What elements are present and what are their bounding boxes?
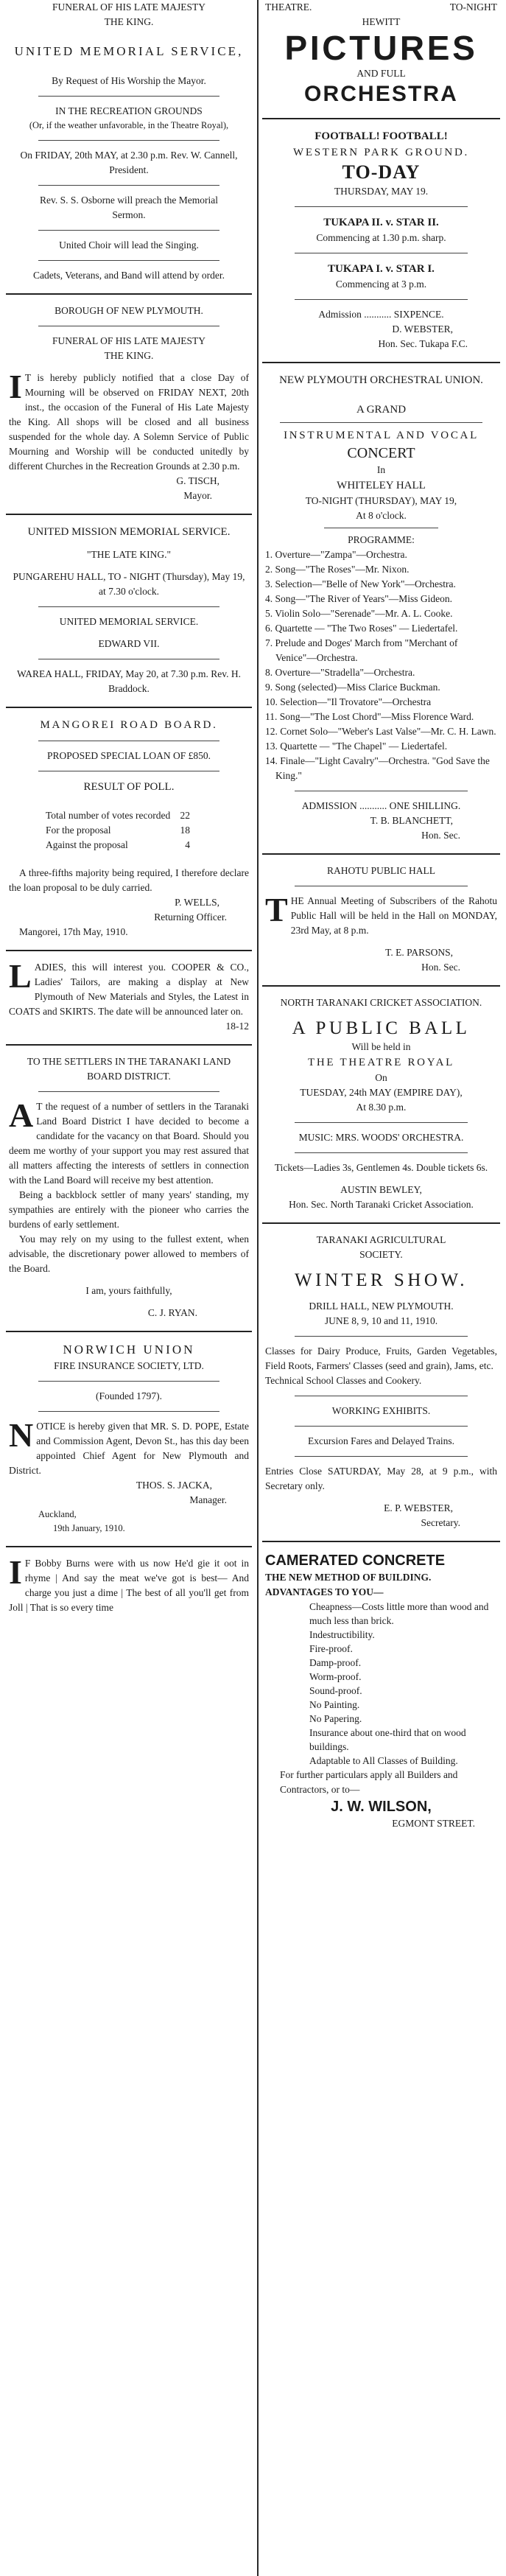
agri-classes: Classes for Dairy Produce, Fruits, Garden Vegetables, Field Roots, Farmers' Classes (seed and grain), Jams, etc. bbox=[265, 1345, 497, 1371]
divider bbox=[295, 1122, 468, 1123]
programme-item: 9. Song (selected)—Miss Clarice Buckman. bbox=[265, 682, 440, 693]
drop-cap: I bbox=[9, 368, 22, 405]
borough-notice-ad bbox=[6, 295, 252, 515]
football-sign-title: Hon. Sec. Tukapa F.C. bbox=[378, 338, 468, 349]
programme-item: 13. Quartette — "The Chapel" — Liedertafel. bbox=[265, 741, 448, 752]
rahotu-sign-title: Hon. Sec. bbox=[421, 962, 460, 973]
camerated-concrete-ad bbox=[262, 1542, 500, 1841]
mission-subtitle: "THE LATE KING." bbox=[86, 549, 172, 560]
orchestral-time: At 8 o'clock. bbox=[356, 510, 407, 521]
feature-item: Insurance about one-third that on wood buildings. bbox=[309, 1727, 466, 1752]
ladies-body-text: ADIES, this will interest you. COOPER & CO., Ladies' Tailors, are making a display at New Plymouth of New Materials and Styles, the Latest in COATS and SKIRTS. The date will be announced later on. bbox=[9, 962, 249, 1017]
ladies-tailors-ad bbox=[6, 951, 252, 1046]
divider bbox=[38, 260, 219, 261]
football-sign-name: D. WEBSTER, bbox=[392, 323, 453, 335]
programme-item: 12. Cornet Solo—"Weber's Last Valse"—Mr. C. H. Lawn. bbox=[265, 726, 496, 737]
agri-entries: Entries Close SATURDAY, May 28, at 9 p.m., with Secretary only. bbox=[265, 1466, 497, 1491]
feature-item: Worm-proof. bbox=[309, 1671, 362, 1682]
agri-title: TARANAKI AGRICULTURAL SOCIETY. bbox=[316, 1234, 446, 1260]
left-column bbox=[0, 0, 256, 1625]
settlers-title: TO THE SETTLERS IN THE TARANAKI LAND BOARD DISTRICT. bbox=[27, 1056, 231, 1082]
mangorei-title: MANGOREI ROAD BOARD. bbox=[40, 719, 218, 731]
divider bbox=[38, 230, 219, 231]
theatre-and-full: AND FULL bbox=[356, 68, 406, 79]
feature-item: Damp-proof. bbox=[309, 1657, 362, 1668]
mission-warea: WAREA HALL, FRIDAY, May 20, at 7.30 p.m. Rev. H. Braddock. bbox=[16, 668, 241, 694]
agri-hall: DRILL HALL, NEW PLYMOUTH. bbox=[309, 1301, 454, 1312]
football-match-2: TUKAPA I. v. STAR I. bbox=[328, 263, 435, 275]
concrete-further: For further particulars apply all Builders and Contractors, or to— bbox=[280, 1769, 458, 1795]
funeral-title-1: FUNERAL OF HIS LATE MAJESTY bbox=[52, 1, 205, 13]
rahotu-sign-name: T. E. PARSONS, bbox=[385, 947, 453, 958]
divider bbox=[280, 422, 482, 423]
settlers-sign: C. J. RYAN. bbox=[147, 1307, 197, 1318]
settlers-ad bbox=[6, 1046, 252, 1332]
drop-cap: N bbox=[9, 1416, 34, 1454]
concrete-adv: ADVANTAGES TO YOU— bbox=[265, 1586, 384, 1597]
cricket-public-ball: A PUBLIC BALL bbox=[292, 1018, 471, 1038]
norwich-union-ad bbox=[6, 1332, 252, 1547]
cricket-sign-title: Hon. Sec. North Taranaki Cricket Association. bbox=[289, 1199, 474, 1210]
mission-edward: EDWARD VII. bbox=[98, 638, 160, 649]
drop-cap: A bbox=[9, 1096, 34, 1134]
cricket-sign-name: AUSTIN BEWLEY, bbox=[340, 1184, 422, 1195]
cricket-on: On bbox=[375, 1072, 387, 1083]
borough-subtitle-2: THE KING. bbox=[104, 350, 154, 361]
football-today: TO-DAY bbox=[342, 161, 421, 183]
agricultural-show-ad bbox=[262, 1224, 500, 1542]
orchestral-grand: A GRAND bbox=[356, 404, 407, 416]
rahotu-body bbox=[265, 891, 497, 938]
agri-working: WORKING EXHIBITS. bbox=[331, 1405, 431, 1416]
settlers-body-3: You may rely on my using to the fullest extent, when advisable, the discretionary power allowed to members of the Board. bbox=[9, 1233, 249, 1274]
feature-item: Sound-proof. bbox=[309, 1685, 362, 1696]
bobby-body bbox=[9, 1553, 249, 1615]
concrete-name: J. W. WILSON, bbox=[331, 1799, 432, 1815]
cricket-ball-ad bbox=[262, 987, 500, 1224]
football-match-1-time: Commencing at 1.30 p.m. sharp. bbox=[316, 232, 446, 243]
agri-dates: JUNE 8, 9, 10 and 11, 1910. bbox=[324, 1315, 438, 1326]
rahotu-body-text: HE Annual Meeting of Subscribers of the Rahotu Public Hall will be held in the Hall on MONDAY, 23rd May, at 8 p.m. bbox=[290, 895, 497, 936]
settlers-closing: I am, yours faithfully, bbox=[85, 1285, 172, 1296]
bobby-body-text: F Bobby Burns were with us now He'd gie it oot in rhyme | And say the meat we've got is best— And charge you just a dime | The best of all you'll get from Joll | That is so every time bbox=[9, 1558, 249, 1613]
norwich-date: 19th January, 1910. bbox=[53, 1523, 125, 1533]
funeral-cadets: Cadets, Veterans, and Band will attend by order. bbox=[33, 270, 225, 281]
poll-row bbox=[9, 838, 249, 853]
cricket-time: At 8.30 p.m. bbox=[356, 1102, 407, 1113]
borough-subtitle-1: FUNERAL OF HIS LATE MAJESTY bbox=[52, 335, 205, 346]
agri-excursion: Excursion Fares and Delayed Trains. bbox=[307, 1435, 455, 1446]
orchestral-sign-title: Hon. Sec. bbox=[421, 830, 460, 841]
norwich-sign-name: THOS. S. JACKA, bbox=[136, 1480, 212, 1491]
column-divider bbox=[257, 0, 259, 2576]
poll-label: For the proposal bbox=[46, 825, 111, 836]
agri-sign-name: E. P. WEBSTER, bbox=[384, 1502, 453, 1513]
divider bbox=[295, 1336, 468, 1337]
borough-sign-title: Mayor. bbox=[183, 490, 212, 501]
cricket-held: Will be held in bbox=[351, 1041, 411, 1052]
poll-value: 22 bbox=[180, 810, 190, 821]
programme-item: 2. Song—"The Roses"—Mr. Nixon. bbox=[265, 564, 410, 575]
right-column bbox=[259, 0, 506, 1841]
theatre-pictures-ad bbox=[262, 0, 500, 119]
borough-body-text: T is hereby publicly notified that a close Day of Mourning will be observed on FRIDAY NEXT, 20th inst., the occasion of the Funeral of His Late Majesty the King. All shops will be closed and all business suspended for the whole day. A Solemn Service of Public Mourning and Worship will be conducted unitedly by different Churches in the Recreation Grounds at 2.30 p.m. bbox=[9, 372, 249, 472]
football-admission: Admission ........... SIXPENCE. bbox=[318, 309, 444, 320]
borough-sign-name: G. TISCH, bbox=[176, 475, 219, 486]
programme-item: 5. Violin Solo—"Serenade"—Mr. A. L. Cooke. bbox=[265, 608, 453, 619]
cricket-music: MUSIC: MRS. WOODS' ORCHESTRA. bbox=[298, 1132, 464, 1143]
orchestral-hall: WHITELEY HALL bbox=[337, 480, 426, 491]
feature-item: Cheapness—Costs little more than wood and much less than brick. bbox=[309, 1601, 489, 1626]
theatre-header bbox=[265, 0, 497, 15]
orchestral-concert: CONCERT bbox=[347, 445, 415, 461]
agri-sign-title: Secretary. bbox=[421, 1517, 460, 1528]
norwich-place: Auckland, bbox=[38, 1509, 77, 1519]
cricket-tickets: Tickets—Ladies 3s, Gentlemen 4s. Double tickets 6s. bbox=[274, 1162, 488, 1173]
orchestral-in: In bbox=[376, 464, 386, 475]
mission-service-ad bbox=[6, 515, 252, 708]
funeral-sermon: Rev. S. S. Osborne will preach the Memorial Sermon. bbox=[39, 195, 219, 220]
funeral-date-line: On FRIDAY, 20th MAY, at 2.30 p.m. Rev. W. Cannell, President. bbox=[20, 150, 238, 175]
concrete-street: EGMONT STREET. bbox=[392, 1818, 475, 1829]
rahotu-hall-ad bbox=[262, 855, 500, 987]
divider bbox=[295, 206, 468, 207]
theatre-header-left: THEATRE. bbox=[265, 1, 312, 13]
programme-item: 6. Quartette — "The Two Roses" — Liedertafel. bbox=[265, 623, 458, 634]
divider bbox=[38, 96, 219, 97]
poll-label: Against the proposal bbox=[46, 839, 128, 850]
feature-item: Adaptable to All Classes of Building. bbox=[309, 1755, 458, 1766]
divider bbox=[38, 185, 219, 186]
mangorei-sign-title: Returning Officer. bbox=[154, 911, 227, 923]
norwich-body bbox=[9, 1416, 249, 1478]
funeral-weather: (Or, if the weather unfavorable, in the Theatre Royal), bbox=[29, 120, 229, 130]
bobby-burns-ad bbox=[6, 1547, 252, 1625]
feature-item: No Papering. bbox=[309, 1713, 362, 1724]
orchestral-admission: ADMISSION ........... ONE SHILLING. bbox=[301, 800, 461, 811]
theatre-hewitt: HEWITT bbox=[362, 16, 401, 27]
poll-row bbox=[9, 823, 249, 838]
rahotu-title: RAHOTU PUBLIC HALL bbox=[327, 865, 435, 876]
mangorei-road-board-ad bbox=[6, 708, 252, 951]
funeral-by-request: By Request of His Worship the Mayor. bbox=[52, 75, 206, 86]
orchestral-title: NEW PLYMOUTH ORCHESTRAL UNION. bbox=[279, 374, 483, 386]
programme-list bbox=[265, 547, 497, 783]
football-ground: WESTERN PARK GROUND. bbox=[293, 147, 469, 158]
settlers-body-1 bbox=[9, 1096, 249, 1188]
cricket-title: NORTH TARANAKI CRICKET ASSOCIATION. bbox=[280, 997, 482, 1008]
poll-row bbox=[9, 808, 249, 823]
agri-technical: Technical School Classes and Cookery. bbox=[265, 1375, 422, 1386]
norwich-subtitle: FIRE INSURANCE SOCIETY, LTD. bbox=[54, 1360, 204, 1371]
theatre-header-right: TO-NIGHT bbox=[449, 1, 497, 13]
orchestral-sign-name: T. B. BLANCHETT, bbox=[370, 815, 453, 826]
orchestral-tonight: TO-NIGHT (THURSDAY), MAY 19, bbox=[305, 495, 457, 506]
norwich-sign-title: Manager. bbox=[189, 1494, 227, 1505]
football-match-2-time: Commencing at 3 p.m. bbox=[335, 279, 427, 290]
drop-cap: I bbox=[9, 1553, 22, 1591]
divider bbox=[38, 140, 219, 141]
feature-item: No Painting. bbox=[309, 1699, 360, 1710]
theatre-pictures: PICTURES bbox=[284, 29, 478, 67]
borough-body bbox=[9, 368, 249, 474]
programme-item: 1. Overture—"Zampa"—Orchestra. bbox=[265, 549, 407, 560]
cricket-venue: THE THEATRE ROYAL bbox=[308, 1057, 454, 1068]
football-title: FOOTBALL! FOOTBALL! bbox=[315, 130, 448, 142]
funeral-title-2: THE KING. bbox=[104, 16, 154, 27]
feature-item: Fire-proof. bbox=[309, 1643, 353, 1654]
divider bbox=[38, 1381, 219, 1382]
funeral-service-ad bbox=[6, 0, 252, 295]
poll-value: 18 bbox=[180, 825, 190, 836]
programme-item: 8. Overture—"Stradella"—Orchestra. bbox=[265, 667, 415, 678]
norwich-founded: (Founded 1797). bbox=[96, 1390, 162, 1401]
mission-title: UNITED MISSION MEMORIAL SERVICE. bbox=[27, 526, 231, 538]
divider bbox=[38, 1411, 219, 1412]
ladies-body bbox=[9, 957, 249, 1019]
funeral-heading: UNITED MEMORIAL SERVICE, bbox=[14, 44, 244, 58]
norwich-body-text: OTICE is hereby given that MR. S. D. POPE, Estate and Commission Agent, Devon St., has this day been appointed Chief Agent for New Plymouth and District. bbox=[9, 1421, 249, 1476]
programme-item: 3. Selection—"Belle of New York"—Orchestra. bbox=[265, 578, 456, 589]
feature-item: Indestructibility. bbox=[309, 1629, 375, 1640]
mission-pungarehu: PUNGAREHU HALL, TO - NIGHT (Thursday), May 19, at 7.30 o'clock. bbox=[13, 571, 245, 597]
borough-title: BOROUGH OF NEW PLYMOUTH. bbox=[55, 305, 203, 316]
drop-cap: T bbox=[265, 891, 288, 928]
concrete-features bbox=[265, 1600, 497, 1768]
programme-item: 4. Song—"The River of Years"—Miss Gideon. bbox=[265, 593, 453, 604]
concrete-subtitle: THE NEW METHOD OF BUILDING. bbox=[265, 1572, 432, 1583]
mangorei-result: RESULT OF POLL. bbox=[83, 781, 175, 793]
poll-label: Total number of votes recorded bbox=[46, 810, 171, 821]
programme-item: 11. Song—"The Lost Chord"—Miss Florence Ward. bbox=[265, 711, 474, 722]
football-date: THURSDAY, MAY 19. bbox=[334, 186, 429, 197]
cricket-date: TUESDAY, 24th MAY (EMPIRE DAY), bbox=[300, 1087, 463, 1098]
funeral-choir: United Choir will lead the Singing. bbox=[59, 239, 199, 251]
divider bbox=[295, 1426, 468, 1427]
divider bbox=[38, 606, 219, 607]
divider bbox=[295, 1456, 468, 1457]
ladies-ref: 18-12 bbox=[225, 1021, 249, 1032]
mangorei-body: A three-fifths majority being required, I therefore declare the loan proposal to be duly carried. bbox=[9, 867, 249, 893]
orchestral-concert-ad bbox=[262, 363, 500, 855]
divider bbox=[295, 299, 468, 300]
football-match-1: TUKAPA II. v. STAR II. bbox=[323, 217, 439, 228]
programme-item: 10. Selection—"Il Trovatore"—Orchestra bbox=[265, 696, 432, 707]
poll-value: 4 bbox=[185, 839, 190, 850]
football-ad bbox=[262, 119, 500, 363]
orchestral-inst: INSTRUMENTAL AND VOCAL bbox=[284, 430, 479, 441]
mangorei-loan: PROPOSED SPECIAL LOAN OF £850. bbox=[47, 750, 211, 761]
norwich-title: NORWICH UNION bbox=[63, 1343, 195, 1357]
programme-item: 14. Finale—"Light Cavalry"—Orchestra. "God Save the King." bbox=[265, 755, 490, 781]
theatre-orchestra: ORCHESTRA bbox=[304, 82, 458, 106]
orchestral-prog-title: PROGRAMME: bbox=[348, 534, 415, 545]
concrete-title: CAMERATED CONCRETE bbox=[265, 1553, 446, 1569]
mission-united: UNITED MEMORIAL SERVICE. bbox=[59, 616, 199, 627]
divider bbox=[295, 1152, 468, 1153]
settlers-body-1-text: T the request of a number of settlers in the Taranaki Land Board District I have decided to become a candidate for the vacancy on that Board. Should you deem me worthy of your support you may rest assured that all matters affecting the interests of settlers in connection with the Land Board will receive my best attention. bbox=[9, 1101, 249, 1186]
agri-show: WINTER SHOW. bbox=[294, 1270, 468, 1290]
mangorei-sign-name: P. WELLS, bbox=[175, 897, 219, 908]
settlers-body-2: Being a backblock settler of many years' standing, my sympathies are entirely with the pioneer who carries the burdens of early settlement. bbox=[9, 1189, 249, 1230]
programme-item: 7. Prelude and Doges' March from "Merchant of Venice"—Orchestra. bbox=[265, 637, 458, 663]
funeral-location: IN THE RECREATION GROUNDS bbox=[55, 105, 203, 116]
divider bbox=[38, 1091, 219, 1092]
drop-cap: L bbox=[9, 957, 32, 995]
mangorei-place-date: Mangorei, 17th May, 1910. bbox=[19, 926, 128, 937]
